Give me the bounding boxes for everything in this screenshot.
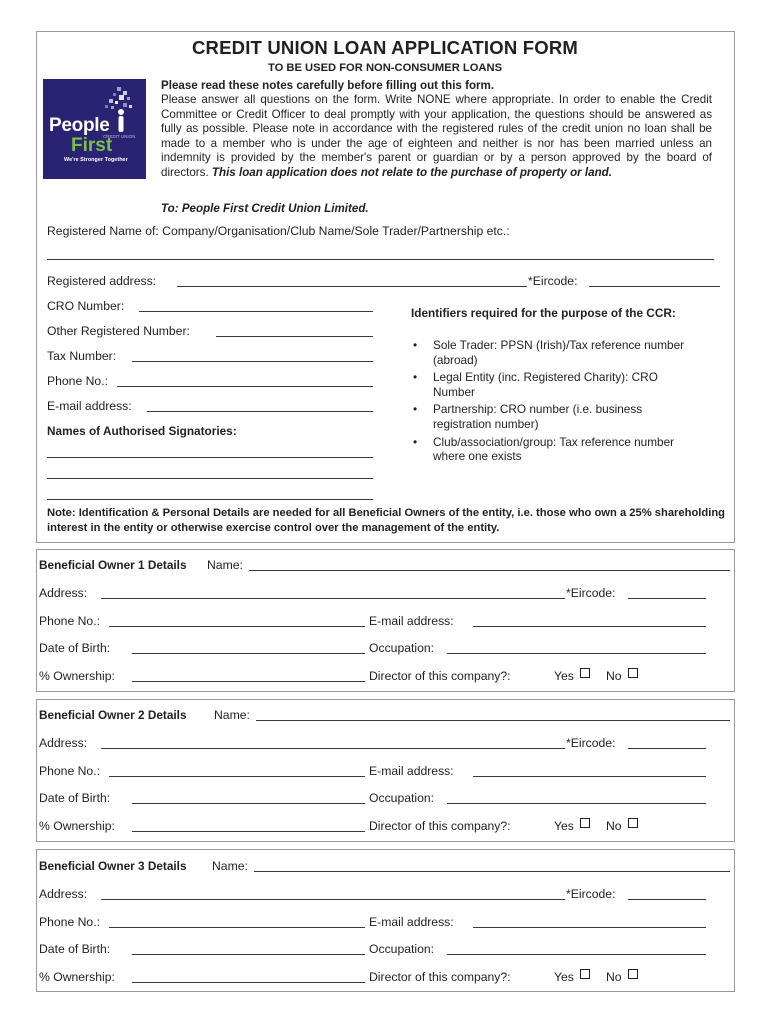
owner-address-label: Address:	[39, 736, 88, 750]
owner-address-input[interactable]	[102, 582, 564, 597]
owner-dob-input[interactable]	[133, 787, 364, 802]
owner-ownership-label: % Ownership:	[39, 819, 115, 833]
signatory-line-2	[47, 478, 373, 479]
owner-email-line	[473, 626, 706, 627]
owner-email-label: E-mail address:	[369, 764, 454, 778]
owner-occupation-line	[447, 803, 706, 804]
owner-ownership-line	[132, 982, 365, 983]
identifier-item: • Partnership: CRO number (i.e. business registration number)	[411, 402, 701, 431]
company-email-label: E-mail address:	[47, 399, 132, 413]
owner-name-input[interactable]	[257, 704, 729, 719]
owner-dob-label: Date of Birth:	[39, 641, 111, 655]
form-title: CREDIT UNION LOAN APPLICATION FORM	[191, 37, 579, 58]
company-phone-input[interactable]	[118, 370, 372, 385]
owner-name-input[interactable]	[250, 554, 729, 569]
owner-ownership-input[interactable]	[133, 665, 364, 680]
identifier-item: • Legal Entity (inc. Registered Charity): CRO Number	[411, 370, 701, 399]
owner-dob-line	[132, 803, 365, 804]
owner-occupation-input[interactable]	[448, 938, 705, 953]
registered-address-label: Registered address:	[47, 274, 157, 288]
owner-director-yes-checkbox[interactable]	[580, 668, 590, 678]
owner-director-label: Director of this company?:	[369, 669, 511, 683]
tax-number-label: Tax Number:	[47, 349, 117, 363]
owner-director-no-checkbox[interactable]	[628, 818, 638, 828]
owner-occupation-input[interactable]	[448, 787, 705, 802]
owner-occupation-input[interactable]	[448, 637, 705, 652]
owner-heading: Beneficial Owner 2 Details	[39, 708, 187, 722]
owner-ownership-label: % Ownership:	[39, 669, 115, 683]
owner-eircode-label: *Eircode:	[566, 736, 616, 750]
cro-number-label: CRO Number:	[47, 299, 125, 313]
owner-email-input[interactable]	[474, 760, 705, 775]
owner-eircode-input[interactable]	[629, 582, 705, 597]
owner-dob-line	[132, 653, 365, 654]
owner-name-line	[249, 570, 730, 571]
owner-address-label: Address:	[39, 887, 88, 901]
registered-name-label: Registered Name of: Company/Organisation/Club Name/Sole Trader/Partnership etc.:	[47, 224, 510, 238]
cro-number-line	[139, 311, 373, 312]
signatory-input-1[interactable]	[47, 441, 373, 456]
logo-tagline: We're Stronger Together	[64, 157, 128, 163]
owner-name-line	[254, 871, 730, 872]
company-phone-line	[117, 386, 373, 387]
owner-phone-line	[109, 927, 365, 928]
logo-name-top: People	[49, 115, 110, 136]
tax-number-line	[132, 361, 373, 362]
notes-heading: Please read these notes carefully before filling out this form.	[161, 79, 495, 92]
owner-phone-input[interactable]	[110, 610, 364, 625]
identifiers-heading: Identifiers required for the purpose of the CCR:	[411, 306, 676, 320]
identifier-item: • Club/association/group: Tax reference number where one exists	[411, 435, 701, 464]
notes-body	[161, 93, 712, 181]
owner-occupation-line	[447, 954, 706, 955]
owner-ownership-label: % Ownership:	[39, 970, 115, 984]
owner-email-input[interactable]	[474, 610, 705, 625]
owner-address-line	[101, 748, 565, 749]
form-subtitle: TO BE USED FOR NON-CONSUMER LOANS	[267, 62, 503, 74]
owner-director-label: Director of this company?:	[369, 819, 511, 833]
owner-address-input[interactable]	[102, 732, 564, 747]
owner-eircode-line	[628, 748, 706, 749]
registered-address-line	[177, 286, 527, 287]
owner-address-label: Address:	[39, 586, 88, 600]
owner-eircode-line	[628, 598, 706, 599]
owner-director-no-label: No	[606, 669, 622, 683]
owner-heading: Beneficial Owner 3 Details	[39, 859, 187, 873]
owner-phone-input[interactable]	[110, 760, 364, 775]
owner-dob-label: Date of Birth:	[39, 791, 111, 805]
owner-director-no-label: No	[606, 819, 622, 833]
owner-director-no-label: No	[606, 970, 622, 984]
owner-occupation-line	[447, 653, 706, 654]
company-phone-label: Phone No.:	[47, 374, 108, 388]
owner-eircode-label: *Eircode:	[566, 887, 616, 901]
signatory-input-3[interactable]	[47, 483, 373, 498]
owner-address-line	[101, 899, 565, 900]
owner-name-label: Name:	[207, 558, 243, 572]
registered-name-input[interactable]	[47, 242, 714, 258]
signatory-line-3	[47, 499, 373, 500]
signatory-line-1	[47, 457, 373, 458]
signatory-input-2[interactable]	[47, 462, 373, 477]
people-first-logo	[43, 79, 146, 179]
owner-phone-label: Phone No.:	[39, 764, 100, 778]
logo-name-bottom: First	[71, 135, 113, 156]
owner-dob-label: Date of Birth:	[39, 942, 111, 956]
owner-email-input[interactable]	[474, 911, 705, 926]
other-registered-number-line	[216, 336, 373, 337]
owner-eircode-line	[628, 899, 706, 900]
other-registered-number-input[interactable]	[217, 320, 372, 335]
owner-eircode-input[interactable]	[629, 883, 705, 898]
owner-eircode-label: *Eircode:	[566, 586, 616, 600]
other-registered-number-label: Other Registered Number:	[47, 324, 190, 338]
owner-heading: Beneficial Owner 1 Details	[39, 558, 187, 572]
cro-number-input[interactable]	[140, 295, 372, 310]
owner-ownership-input[interactable]	[133, 815, 364, 830]
owner-director-yes-checkbox[interactable]	[580, 818, 590, 828]
identifier-item: • Sole Trader: PPSN (Irish)/Tax reference number (abroad)	[411, 338, 701, 367]
owner-phone-label: Phone No.:	[39, 915, 100, 929]
owner-director-yes-label: Yes	[554, 970, 574, 984]
company-eircode-input[interactable]	[590, 270, 719, 285]
owner-ownership-line	[132, 681, 365, 682]
owner-director-no-checkbox[interactable]	[628, 969, 638, 979]
identifiers-list	[411, 338, 701, 467]
owner-phone-line	[109, 626, 365, 627]
owner-phone-label: Phone No.:	[39, 614, 100, 628]
owner-email-line	[473, 776, 706, 777]
owner-occupation-label: Occupation:	[369, 942, 435, 956]
company-eircode-label: *Eircode:	[528, 274, 578, 288]
notes-body-text: Please answer all questions on the form. Write NONE where appropriate. In order to enable the Credit Committee or Credit Officer to deal promptly with your application, the questions should be answered as fully as possible. Please note in accordance with the registered rules of the credit union no loan shall be made to a member who is under the age of eighteen and neither is nor has been married unless an indemnity is provided by the member's parent or guardian or by a person approved by the board of directors.	[161, 93, 712, 179]
company-email-input[interactable]	[148, 395, 372, 410]
tax-number-input[interactable]	[133, 345, 372, 360]
owner-phone-line	[109, 776, 365, 777]
owner-address-line	[101, 598, 565, 599]
notes-emphasis: This loan application does not relate to the purchase of property or land.	[211, 165, 612, 179]
owner-dob-input[interactable]	[133, 938, 364, 953]
owner-phone-input[interactable]	[110, 911, 364, 926]
owner-director-no-checkbox[interactable]	[628, 668, 638, 678]
owner-email-label: E-mail address:	[369, 915, 454, 929]
owner-occupation-label: Occupation:	[369, 791, 435, 805]
owner-director-yes-checkbox[interactable]	[580, 969, 590, 979]
owner-eircode-input[interactable]	[629, 732, 705, 747]
owner-name-line	[256, 720, 730, 721]
authorised-signatories-label: Names of Authorised Signatories:	[47, 424, 237, 438]
owner-occupation-label: Occupation:	[369, 641, 435, 655]
company-eircode-line	[589, 286, 720, 287]
beneficial-owners-note: Note: Identification & Personal Details are needed for all Beneficial Owners of the entity, i.e. those who own a 25% shareholding interest in the entity or otherwise exercise control over the management of the entity.	[47, 507, 726, 534]
owner-address-input[interactable]	[102, 883, 564, 898]
owner-director-yes-label: Yes	[554, 819, 574, 833]
owner-director-label: Director of this company?:	[369, 970, 511, 984]
owner-name-label: Name:	[212, 859, 248, 873]
owner-dob-input[interactable]	[133, 637, 364, 652]
notes-to: To: People First Credit Union Limited.	[161, 202, 369, 215]
registered-address-input[interactable]	[178, 270, 526, 285]
logo-small-text: CREDIT UNION	[103, 134, 136, 139]
registered-name-line	[47, 259, 714, 260]
owner-name-input[interactable]	[255, 855, 729, 870]
owner-email-label: E-mail address:	[369, 614, 454, 628]
owner-director-yes-label: Yes	[554, 669, 574, 683]
owner-email-line	[473, 927, 706, 928]
owner-ownership-line	[132, 831, 365, 832]
owner-dob-line	[132, 954, 365, 955]
owner-ownership-input[interactable]	[133, 966, 364, 981]
company-email-line	[147, 411, 373, 412]
owner-name-label: Name:	[214, 708, 250, 722]
